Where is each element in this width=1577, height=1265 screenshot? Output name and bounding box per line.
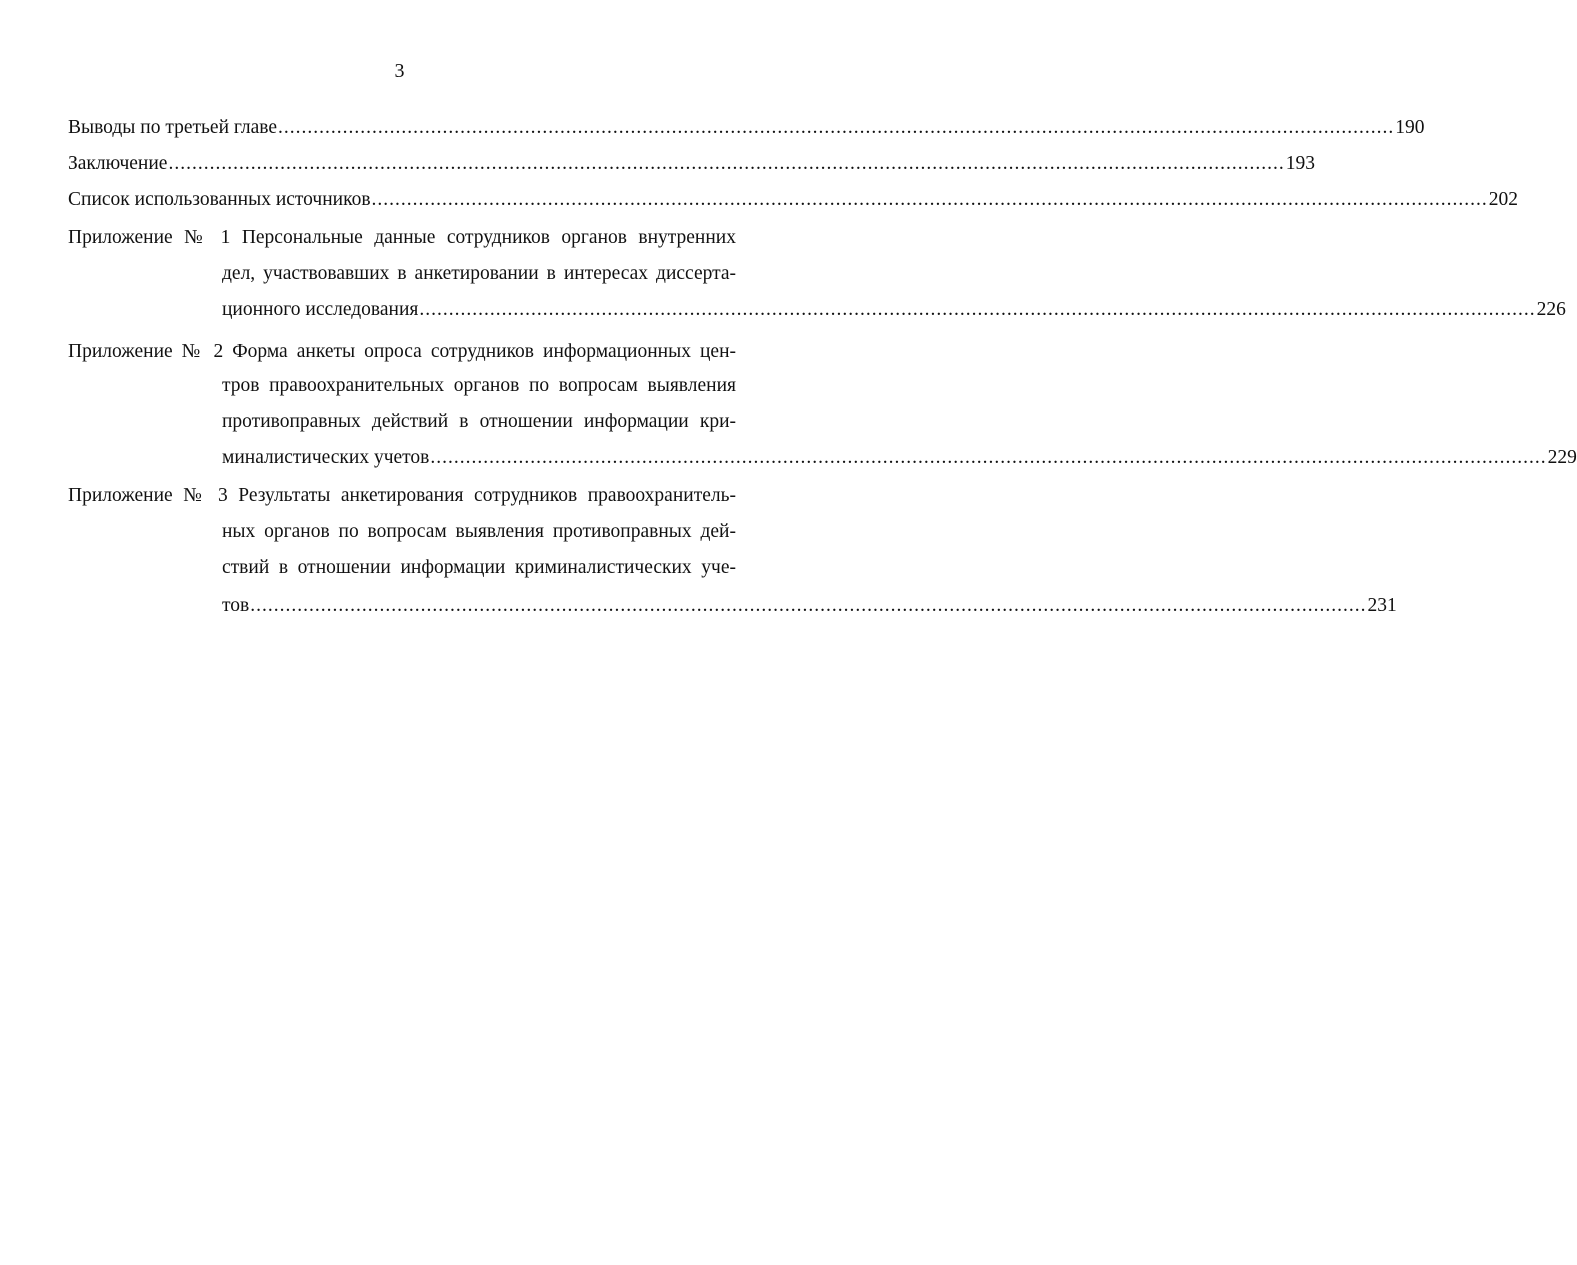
- toc-entry-third-chapter-conclusions[interactable]: [68, 114, 1425, 142]
- toc-entry-page: 231: [1367, 595, 1397, 616]
- toc-entry-page: 202: [1488, 189, 1519, 210]
- toc-entry-title: ционного исследования: [222, 299, 419, 320]
- toc-entry-conclusion[interactable]: [68, 150, 1315, 178]
- toc-appendix-3-line-3[interactable]: ствий в отношении информации криминалистических уче-: [222, 557, 736, 578]
- toc-leader-dots: ..............................................................................................................................................................................................: [278, 117, 1395, 138]
- toc-entry-title: тов: [222, 595, 250, 616]
- toc-appendix-2-line-3[interactable]: противоправных действий в отношении информации кри-: [222, 411, 736, 432]
- toc-appendix-1-line-3[interactable]: [222, 296, 1566, 324]
- toc-entry-page: 190: [1395, 117, 1425, 138]
- toc-leader-dots: ..............................................................................................................................................................................................: [250, 595, 1367, 616]
- toc-appendix-1-line-1[interactable]: Приложение № 1 Персональные данные сотрудников органов внутренних: [68, 227, 736, 248]
- toc-entry-title: Список использованных источников: [68, 189, 371, 210]
- toc-entry-title: миналистических учетов: [222, 447, 430, 468]
- toc-leader-dots: ..............................................................................................................................................................................................: [168, 153, 1285, 174]
- toc-leader-dots: ..............................................................................................................................................................................................: [419, 299, 1536, 320]
- toc-appendix-2-line-2[interactable]: тров правоохранительных органов по вопросам выявления: [222, 375, 736, 396]
- toc-appendix-1-line-2[interactable]: дел, участвовавших в анкетировании в интересах диссерта-: [222, 263, 736, 284]
- toc-appendix-2-line-1[interactable]: Приложение № 2 Форма анкеты опроса сотрудников информационных цен-: [68, 341, 736, 362]
- toc-entry-page: 226: [1536, 299, 1566, 320]
- toc-appendix-3-line-1[interactable]: Приложение № 3 Результаты анкетирования сотрудников правоохранитель-: [68, 485, 736, 506]
- toc-entry-page: 193: [1285, 153, 1315, 174]
- toc-entry-title: Выводы по третьей главе: [68, 117, 278, 138]
- toc-entry-references[interactable]: [68, 186, 1519, 214]
- toc-leader-dots: ..............................................................................................................................................................................................: [371, 189, 1488, 210]
- toc-entry-page: 229: [1547, 447, 1577, 468]
- page-number: 3: [394, 60, 405, 82]
- toc-appendix-3-line-2[interactable]: ных органов по вопросам выявления противоправных дей-: [222, 521, 736, 542]
- toc-leader-dots: ..............................................................................................................................................................................................: [430, 447, 1547, 468]
- toc-appendix-3-line-4[interactable]: [222, 592, 1397, 620]
- toc-entry-title: Заключение: [68, 153, 168, 174]
- toc-appendix-2-line-4[interactable]: [222, 444, 1577, 472]
